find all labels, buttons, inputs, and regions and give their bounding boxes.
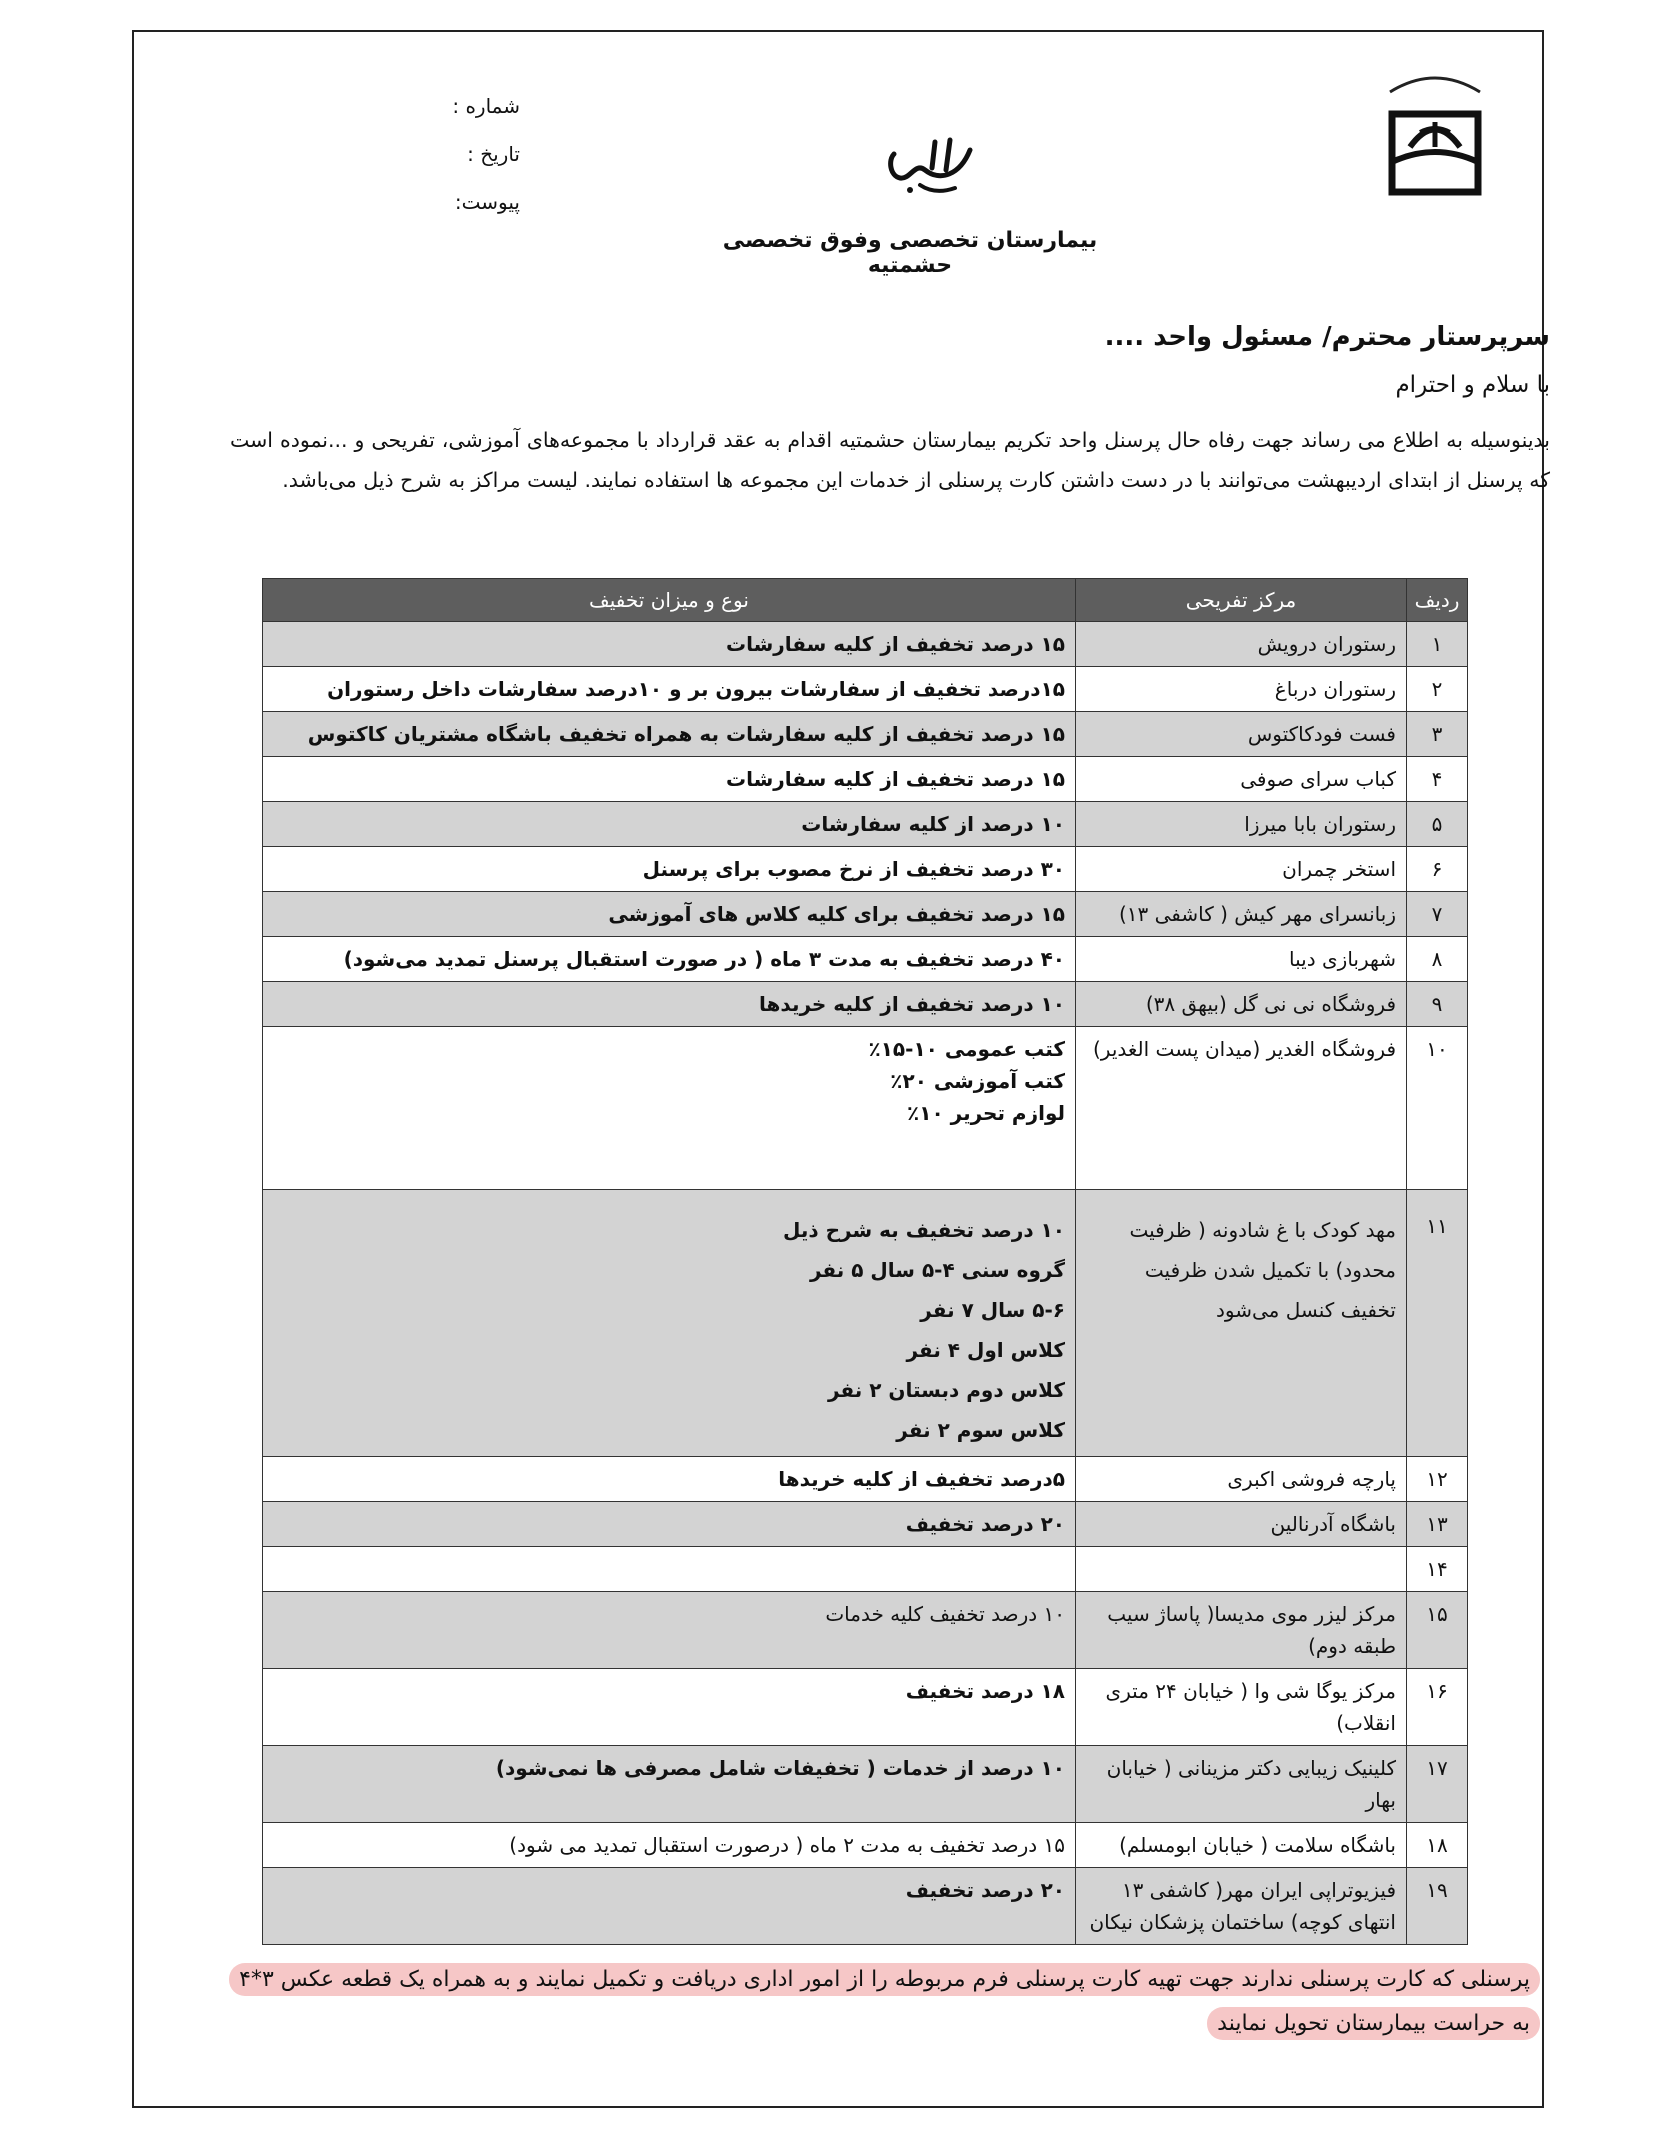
center-name: فروشگاه الغدیر (میدان پست الغدیر) xyxy=(1076,1027,1407,1190)
center-name: رستوران بابا میرزا xyxy=(1076,802,1407,847)
hospital-logo-icon xyxy=(1380,72,1490,212)
row-number: ۱۹ xyxy=(1407,1868,1468,1945)
discount-line: ۱۵ درصد تخفیف به مدت ۲ ماه ( درصورت استقبال تمدید می شود) xyxy=(509,1833,1065,1857)
date-label: تاریخ : xyxy=(467,142,520,166)
discount-line: کلاس دوم دبستان ۲ نفر xyxy=(827,1378,1065,1402)
center-name: زبانسرای مهر کیش ( کاشفی ۱۳) xyxy=(1076,892,1407,937)
discount-line: ۲۰ درصد تخفیف xyxy=(905,1512,1065,1536)
row-number: ۷ xyxy=(1407,892,1468,937)
header-center: مرکز تفریحی xyxy=(1076,579,1407,622)
row-number: ۱۳ xyxy=(1407,1502,1468,1547)
center-name: مرکز یوگا شی وا ( خیابان ۲۴ متری انقلاب) xyxy=(1076,1669,1407,1746)
discount-cell xyxy=(263,1502,1076,1547)
discount-cell xyxy=(263,892,1076,937)
discount-line: ۱۵ درصد تخفیف از کلیه سفارشات xyxy=(725,767,1065,791)
row-number: ۸ xyxy=(1407,937,1468,982)
footer-note xyxy=(215,1958,1540,2046)
row-number: ۱۷ xyxy=(1407,1746,1468,1823)
greeting: با سلام و احترام xyxy=(1395,372,1550,398)
center-name xyxy=(1076,1547,1407,1592)
table-header-row xyxy=(263,579,1468,622)
discount-cell xyxy=(263,622,1076,667)
discount-cell xyxy=(263,1669,1076,1746)
discount-line: ۱۰ درصد تخفیف کلیه خدمات xyxy=(825,1602,1065,1626)
center-name: رستوران درویش xyxy=(1076,622,1407,667)
discount-line: کتب عمومی ۱۰-۱۵٪ xyxy=(868,1037,1065,1061)
discount-cell xyxy=(263,937,1076,982)
row-number: ۱۸ xyxy=(1407,1823,1468,1868)
discount-line: گروه سنی ۴-۵ سال ۵ نفر xyxy=(809,1258,1065,1282)
table-row xyxy=(263,1547,1468,1592)
discount-line: ۱۵ درصد تخفیف برای کلیه کلاس های آموزشی xyxy=(608,902,1065,926)
table-row xyxy=(263,1190,1468,1457)
center-name: رستوران درباغ xyxy=(1076,667,1407,712)
center-name: مرکز لیزر موی مدیسا( پاساژ سیب طبقه دوم) xyxy=(1076,1592,1407,1669)
discount-line: ۱۰ درصد تخفیف به شرح ذیل xyxy=(783,1218,1065,1242)
row-number: ۱ xyxy=(1407,622,1468,667)
discount-cell xyxy=(263,667,1076,712)
attachment-label: پیوست: xyxy=(454,190,520,214)
discount-cell xyxy=(263,982,1076,1027)
row-number: ۱۵ xyxy=(1407,1592,1468,1669)
discount-cell xyxy=(263,712,1076,757)
discount-cell xyxy=(263,1746,1076,1823)
letter-meta xyxy=(360,82,520,226)
table-row xyxy=(263,757,1468,802)
discount-line: ۲۰ درصد تخفیف xyxy=(905,1878,1065,1902)
hospital-name: بیمارستان تخصصی وفوق تخصصی حشمتیه xyxy=(722,228,1098,278)
row-number: ۱۶ xyxy=(1407,1669,1468,1746)
highlighted-note: پرسنلی که کارت پرسنلی ندارند جهت تهیه کارت پرسنلی فرم مربوطه را از امور اداری دریافت و تکمیل نمایند و به همراه یک قطعه عکس ۳*۴ به حراست بیمارستان تحویل نمایند xyxy=(229,1963,1540,2040)
row-number: ۵ xyxy=(1407,802,1468,847)
row-number: ۳ xyxy=(1407,712,1468,757)
discount-line: ۵-۶ سال ۷ نفر xyxy=(920,1298,1065,1322)
center-name: شهربازی دیبا xyxy=(1076,937,1407,982)
row-number: ۲ xyxy=(1407,667,1468,712)
discount-cell xyxy=(263,847,1076,892)
discount-table xyxy=(262,578,1468,1945)
discount-line: ۱۸ درصد تخفیف xyxy=(905,1679,1065,1703)
table-row xyxy=(263,802,1468,847)
discount-cell xyxy=(263,1027,1076,1190)
center-name: فروشگاه نی نی گل (بیهق ۳۸) xyxy=(1076,982,1407,1027)
discount-line: ۴۰ درصد تخفیف به مدت ۳ ماه ( در صورت استقبال پرسنل تمدید می‌شود) xyxy=(343,947,1065,971)
table-row xyxy=(263,622,1468,667)
center-name: مهد کودک با غ شادونه ( ظرفیت محدود) با تکمیل شدن ظرفیت تخفیف کنسل می‌شود xyxy=(1076,1190,1407,1457)
discount-line: ۱۰ درصد تخفیف از کلیه خریدها xyxy=(759,992,1065,1016)
discount-cell xyxy=(263,1823,1076,1868)
table-row xyxy=(263,1592,1468,1669)
discount-cell xyxy=(263,1457,1076,1502)
header-discount: نوع و میزان تخفیف xyxy=(263,579,1076,622)
salutation: سرپرستار محترم/ مسئول واحد .... xyxy=(1104,322,1550,352)
row-number: ۱۱ xyxy=(1407,1190,1468,1457)
bismillah-calligraphy-icon xyxy=(880,130,980,200)
discount-line: لوازم تحریر ۱۰٪ xyxy=(907,1101,1065,1125)
table-row xyxy=(263,1868,1468,1945)
table-row xyxy=(263,1027,1468,1190)
table-row xyxy=(263,1502,1468,1547)
center-name: باشگاه آدرنالین xyxy=(1076,1502,1407,1547)
discount-cell xyxy=(263,802,1076,847)
center-name: پارچه فروشی اکبری xyxy=(1076,1457,1407,1502)
row-number: ۱۴ xyxy=(1407,1547,1468,1592)
table-row xyxy=(263,892,1468,937)
discount-line: ۱۵درصد تخفیف از سفارشات بیرون بر و ۱۰درصد سفارشات داخل رستوران xyxy=(327,677,1065,701)
discount-line: ۳۰ درصد تخفیف از نرخ مصوب برای پرسنل xyxy=(642,857,1065,881)
discount-line: ۱۵ درصد تخفیف از کلیه سفارشات xyxy=(725,632,1065,656)
discount-line: ۱۰ درصد از کلیه سفارشات xyxy=(801,812,1065,836)
table-row xyxy=(263,1746,1468,1823)
center-name: کلینیک زیبایی دکتر مزینانی ( خیابان بهار xyxy=(1076,1746,1407,1823)
center-name: استخر چمران xyxy=(1076,847,1407,892)
center-name: باشگاه سلامت ( خیابان ابومسلم) xyxy=(1076,1823,1407,1868)
table-row xyxy=(263,1669,1468,1746)
row-number: ۹ xyxy=(1407,982,1468,1027)
table-row xyxy=(263,667,1468,712)
table-row xyxy=(263,937,1468,982)
row-number: ۱۲ xyxy=(1407,1457,1468,1502)
discount-line: کلاس سوم ۲ نفر xyxy=(896,1418,1065,1442)
table-row xyxy=(263,1457,1468,1502)
center-name: فیزیوتراپی ایران مهر( کاشفی ۱۳ انتهای کوچه) ساختمان پزشکان نیکان xyxy=(1076,1868,1407,1945)
table-row xyxy=(263,847,1468,892)
table-row xyxy=(263,1823,1468,1868)
center-name: فست فودکاکتوس xyxy=(1076,712,1407,757)
discount-line: ۵درصد تخفیف از کلیه خریدها xyxy=(778,1467,1065,1491)
row-number: ۴ xyxy=(1407,757,1468,802)
discount-line: ۱۰ درصد از خدمات ( تخفیفات شامل مصرفی ها نمی‌شود) xyxy=(495,1756,1065,1780)
discount-line: کلاس اول ۴ نفر xyxy=(906,1338,1065,1362)
discount-cell xyxy=(263,1190,1076,1457)
discount-line: ۱۵ درصد تخفیف از کلیه سفارشات به همراه تخفیف باشگاه مشتریان کاکتوس xyxy=(307,722,1065,746)
center-name: کباب سرای صوفی xyxy=(1076,757,1407,802)
row-number: ۶ xyxy=(1407,847,1468,892)
table-row xyxy=(263,982,1468,1027)
discount-cell xyxy=(263,1592,1076,1669)
header-row-number: ردیف xyxy=(1407,579,1468,622)
discount-cell xyxy=(263,1547,1076,1592)
discount-line: کتب آموزشی ۲۰٪ xyxy=(890,1069,1065,1093)
table-row xyxy=(263,712,1468,757)
number-label: شماره : xyxy=(452,94,520,118)
intro-paragraph: بدینوسیله به اطلاع می رساند جهت رفاه حال پرسنل واحد تکریم بیمارستان حشمتیه اقدام به عقد قرارداد با مجموعه‌های آموزشی، تفریحی و ...نموده است که پرسنل از ابتدای اردیبهشت می‌توانند با در دست داشتن کارت پرسنلی از خدمات این مجموعه ها استفاده نمایند. لیست مراکز به شرح ذیل می‌باشد. xyxy=(230,428,1550,492)
row-number: ۱۰ xyxy=(1407,1027,1468,1190)
discount-cell xyxy=(263,1868,1076,1945)
discount-cell xyxy=(263,757,1076,802)
